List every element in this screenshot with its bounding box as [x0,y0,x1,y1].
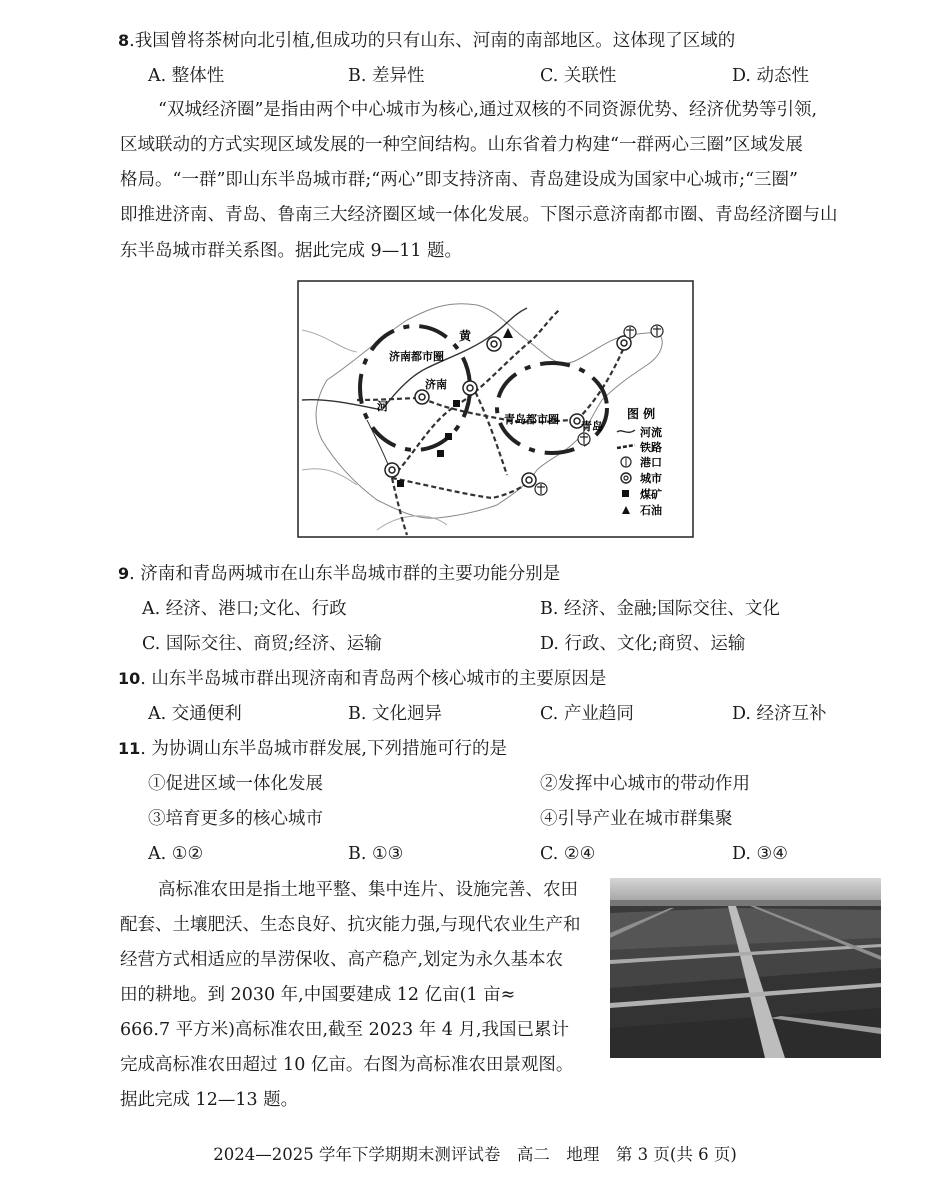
question-8-stem: 8.我国曾将茶树向北引植,但成功的只有山东、河南的南部地区。这体现了区域的 [118,31,736,51]
passage-1-line-1: “双城经济圈”是指由两个中心城市为核心,通过双核的不同资源优势、经济优势等引领, [158,100,818,120]
option-d: D. 动态性 [732,66,810,86]
passage-2-line-7: 据此完成 12—13 题。 [120,1090,299,1110]
option-a: A. 整体性 [148,66,225,86]
passage-2-line-3: 经营方式相适应的旱涝保收、高产稳产,划定为永久基本农 [120,950,564,970]
map-label-jinan: 济南 [425,378,447,391]
passage-2-line-6: 完成高标准农田超过 10 亿亩。右图为高标准农田景观图。 [120,1055,574,1075]
option-c: C. 产业趋同 [540,704,634,724]
shandong-city-cluster-map [297,280,694,538]
statement-3: ③培育更多的核心城市 [148,809,323,829]
statement-4: ④引导产业在城市群集聚 [540,809,733,829]
question-number: 9 [118,564,130,583]
passage-1-line-4: 即推进济南、青岛、鲁南三大经济圈区域一体化发展。下图示意济南都市圈、青岛经济圈与山 [120,205,838,225]
option-c: C. ②④ [540,844,596,864]
option-d: D. 行政、文化;商贸、运输 [540,634,746,654]
passage-2-line-2: 配套、土壤肥沃、生态良好、抗灾能力强,与现代农业生产和 [120,915,581,935]
map-label-qingdao-circle: 青岛都市圈 [504,413,559,426]
passage-1-line-2: 区域联动的方式实现区域发展的一种空间结构。山东省着力构建“一群两心三圈”区域发展 [120,135,803,155]
passage-2-line-5: 666.7 平方米)高标准农田,截至 2023 年 4 月,我国已累计 [120,1020,570,1040]
legend-river: 河流 [640,426,662,439]
coal-mine-icon [622,490,629,497]
option-a: A. ①② [148,844,204,864]
question-number: 11 [118,739,141,758]
passage-2-line-4: 田的耕地。到 2030 年,中国要建成 12 亿亩(1 亩≈ [120,985,516,1005]
option-a: A. 交通便利 [148,704,242,724]
legend-title: 图 例 [627,407,656,421]
option-a: A. 经济、港口;文化、行政 [142,599,347,619]
option-d: D. 经济互补 [732,704,827,724]
legend-coal: 煤矿 [640,488,662,501]
statement-2: ②发挥中心城市的带动作用 [540,774,750,794]
map-label-jinan-circle: 济南都市圈 [389,350,444,363]
option-b: B. ①③ [348,844,404,864]
option-d: D. ③④ [732,844,788,864]
map-label-qingdao: 青岛 [581,420,603,433]
page-footer: 2024—2025 学年下学期期末测评试卷 高二 地理 第 3 页(共 6 页) [213,1145,737,1164]
passage-1-line-3: 格局。“一群”即山东半岛城市群;“两心”即支持济南、青岛建设成为国家中心城市;“三圈” [120,170,798,190]
option-c: C. 关联性 [540,66,617,86]
option-b: B. 文化迥异 [348,704,442,724]
legend-railway: 铁路 [640,441,662,454]
option-b: B. 差异性 [348,66,425,86]
question-11-stem: 11. 为协调山东半岛城市群发展,下列措施可行的是 [118,739,507,759]
question-number: 10 [118,669,141,688]
passage-1-line-5: 东半岛城市群关系图。据此完成 9—11 题。 [120,241,463,261]
statement-1: ①促进区域一体化发展 [148,774,323,794]
question-10-stem: 10. 山东半岛城市群出现济南和青岛两个核心城市的主要原因是 [118,669,607,689]
map-label-huang: 黄 [459,329,472,343]
farmland-landscape-photo [610,878,881,1058]
option-b: B. 经济、金融;国际交往、文化 [540,599,780,619]
legend-oil: 石油 [640,504,662,517]
question-9-stem: 9. 济南和青岛两城市在山东半岛城市群的主要功能分别是 [118,564,561,584]
map-label-he: 河 [377,400,388,413]
passage-2-line-1: 高标准农田是指土地平整、集中连片、设施完善、农田 [158,880,578,900]
legend-city: 城市 [640,472,662,485]
option-c: C. 国际交往、商贸;经济、运输 [142,634,382,654]
question-number: 8 [118,31,130,50]
legend-port: 港口 [640,456,662,469]
